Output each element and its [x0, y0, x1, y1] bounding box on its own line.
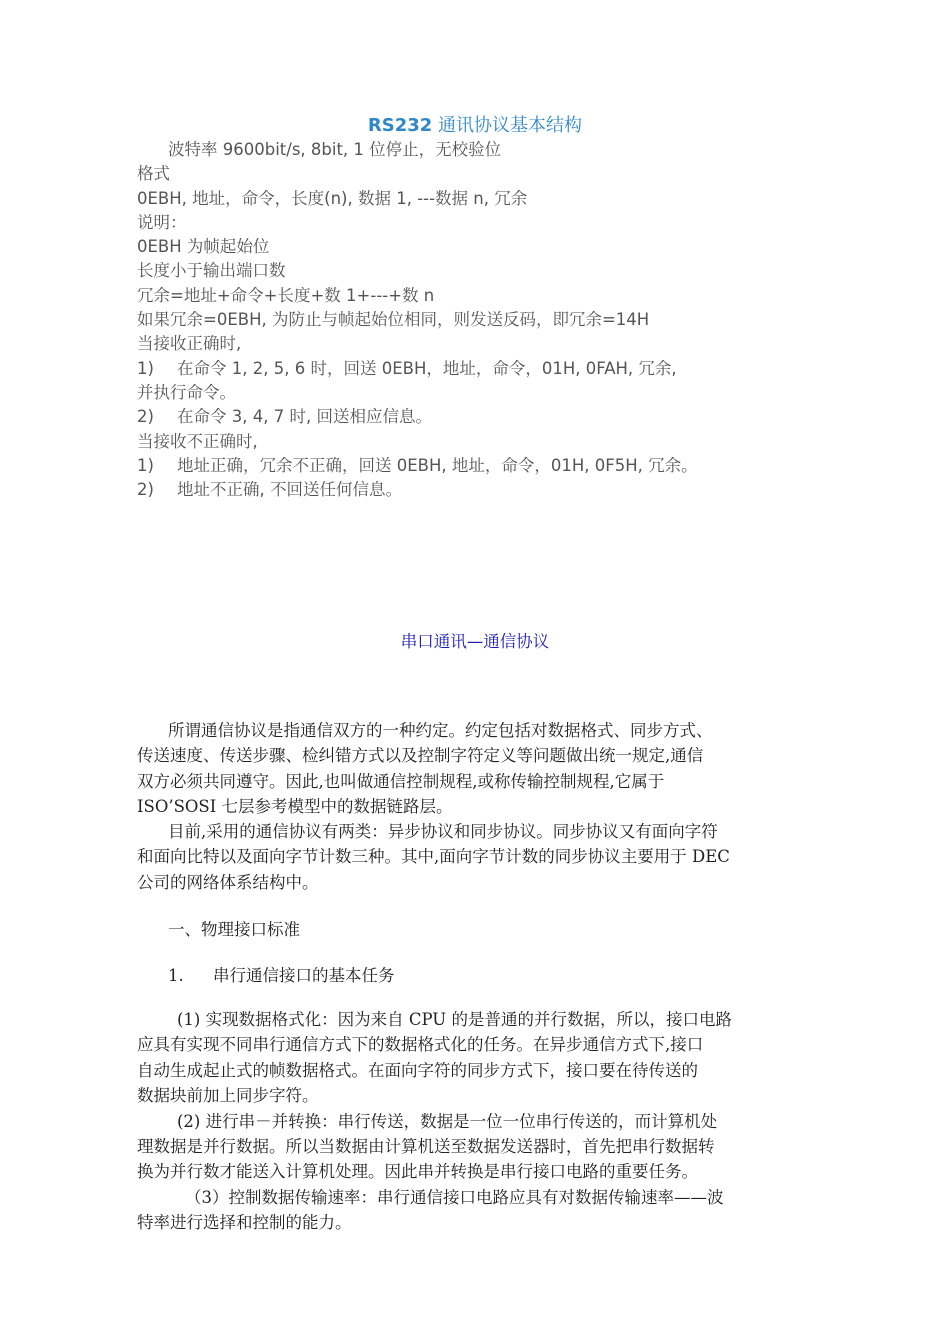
text-line: (1) 实现数据格式化：因为来自 CPU 的是普通的并行数据，所以，接口电路: [177, 1010, 732, 1029]
text-line: 自动生成起止式的帧数据格式。在面向字符的同步方式下，接口要在待传送的: [137, 1060, 698, 1080]
line-text: 格式: [137, 164, 170, 184]
line-text: 波特率 9600bit/s, 8bit, 1 位停止，无校验位: [168, 140, 502, 159]
section1-body: [137, 138, 837, 502]
line-text: 说明：: [137, 212, 187, 232]
text-line: [137, 430, 837, 454]
list-item: [137, 357, 837, 381]
paragraph-2: [137, 819, 815, 895]
line-text: 冗余=地址+命令+长度+数 1+---+数 n: [137, 285, 435, 305]
text-line: 换为并行数才能送入计算机处理。因此串并转换是串行接口电路的重要任务。: [137, 1162, 698, 1182]
text-line: [137, 284, 837, 308]
text-line: 应具有实现不同串行通信方式下的数据格式化的任务。在异步通信方式下,接口: [137, 1035, 704, 1055]
list-item: [137, 478, 837, 502]
heading-text: 串行通信接口的基本任务: [213, 966, 395, 985]
text-line: 公司的网络体系结构中。: [137, 872, 319, 892]
line-text: 在命令 3, 4, 7 时, 回送相应信息。: [177, 407, 432, 427]
line-text: 在命令 1, 2, 5, 6 时，回送 0EBH，地址，命令，01H, 0FAH, 冗余,: [177, 358, 677, 378]
section1-title: [0, 111, 950, 137]
section1-title-latin: RS232: [367, 115, 433, 136]
text-line: (2) 进行串－并转换：串行传送，数据是一位一位串行传送的，而计算机处: [177, 1111, 718, 1131]
heading-serial-tasks: [168, 962, 395, 986]
text-line: [137, 211, 837, 235]
list-number: 2): [137, 407, 154, 427]
line-text: 当接收正确时,: [137, 334, 242, 354]
text-line: （3）控制数据传输速率：串行通信接口电路应具有对数据传输速率——波: [185, 1187, 724, 1207]
line-text: 当接收不正确时,: [137, 431, 258, 451]
text-line: 双方必须共同遵守。因此,也叫做通信控制规程,或称传输控制规程,它属于: [137, 771, 665, 791]
section1-title-rest: 通讯协议基本结构: [432, 115, 583, 136]
text-line: 所谓通信协议是指通信双方的一种约定。约定包括对数据格式、同步方式、: [168, 721, 713, 740]
paragraph-1: [137, 718, 815, 820]
text-line: 理数据是并行数据。所以当数据由计算机送至数据发送器时，首先把串行数据转: [137, 1136, 715, 1156]
text-line: 传送速度、传送步骤、检纠错方式以及控制字符定义等问题做出统一规定,通信: [137, 746, 704, 766]
line-text: 如果冗余=0EBH, 为防止与帧起始位相同，则发送反码，即冗余=14H: [137, 310, 650, 330]
list-item: [137, 405, 837, 429]
text-line: [137, 138, 837, 162]
list-item: [137, 454, 837, 478]
line-text: 0EBH 为帧起始位: [137, 237, 270, 257]
line-text: 长度小于输出端口数: [137, 261, 286, 281]
text-line: ISO’SOSI 七层参考模型中的数据链路层。: [137, 797, 453, 817]
text-line: 数据块前加上同步字符。: [137, 1086, 319, 1106]
text-line: [137, 332, 837, 356]
text-line: 目前,采用的通信协议有两类：异步协议和同步协议。同步协议又有面向字符: [168, 822, 718, 841]
text-line: 特率进行选择和控制的能力。: [137, 1213, 352, 1233]
list-number: 2): [137, 480, 154, 500]
heading-number: 1.: [168, 966, 184, 985]
heading-physical-interface: 一、物理接口标准: [168, 920, 300, 939]
line-text: 地址正确，冗余不正确，回送 0EBH, 地址，命令，01H, 0F5H, 冗余。: [177, 455, 698, 475]
list-number: 1): [137, 455, 154, 475]
text-line: [137, 308, 837, 332]
text-line: [137, 162, 837, 186]
text-line: [137, 259, 837, 283]
text-line: [137, 381, 837, 405]
text-line: [137, 187, 837, 211]
line-text: 并执行命令。: [137, 382, 236, 402]
text-line: [137, 235, 837, 259]
line-text: 地址不正确, 不回送任何信息。: [177, 480, 402, 500]
text-line: 和面向比特以及面向字节计数三种。其中,面向字节计数的同步协议主要用于 DEC: [137, 847, 730, 867]
list-number: 1): [137, 358, 154, 378]
section2-title: 串口通讯—通信协议: [400, 632, 550, 651]
line-text: 0EBH, 地址，命令，长度(n), 数据 1, ---数据 n, 冗余: [137, 188, 528, 208]
item-1-paragraph: [137, 1007, 815, 1236]
